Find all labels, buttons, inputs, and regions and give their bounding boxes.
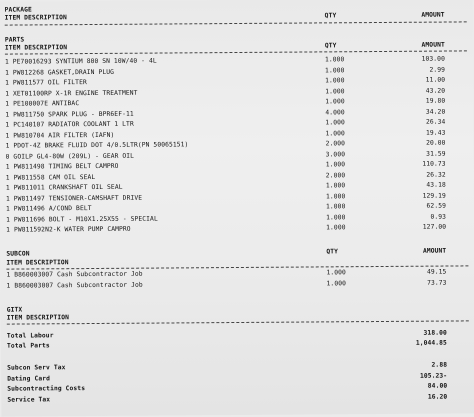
summary-label: Service Tax [7,395,51,404]
row-qty: 1.000 [325,77,345,85]
row-description: 1 PW811011 CRANKSHAFT OIL SEAL [5,183,123,192]
row-description: 1 PW811497 TENSIONER-CAMSHAFT DRIVE [5,194,143,203]
subcon-col-qty: QTY [326,248,339,256]
row-amount: 26.34 [425,118,446,126]
row-qty: 1.000 [325,203,346,211]
package-col-amount: AMOUNT [421,11,445,19]
row-amount: 127.00 [422,223,447,231]
summary-amount: 2.88 [431,361,448,369]
summary-label: Subcontracting Costs [7,385,86,393]
row-qty: 1.000 [324,56,345,64]
summary-row [1,392,474,405]
row-amount: 43.20 [425,87,446,95]
summary-label: Subcon Serv Tax [7,364,66,372]
subcon-col-description: ITEM DESCRIPTION [6,259,69,267]
row-qty: 1.000 [326,224,346,232]
row-amount: 43.18 [426,181,446,189]
row-qty: 1.000 [325,182,346,190]
row-qty: 2.000 [325,171,346,179]
row-description: 1 PE100007E ANTIBAC [5,100,80,108]
summary-amount: 16.20 [427,393,448,401]
gitx-col-description: ITEM DESCRIPTION [6,314,70,322]
row-description: 1 PW811592N2-K WATER PUMP CAMPRO [6,225,131,234]
row-description: 1 B860003007 Cash Subcontractor Job [6,281,143,290]
row-qty: 1.000 [325,192,346,200]
package-col-description: ITEM DESCRIPTION [4,14,67,22]
row-qty: 1.000 [326,280,347,288]
row-qty: 1.000 [325,66,345,74]
row-description: 1 PE70016293 SYNTIUM 800 SN 10W/40 - 4L [4,57,157,66]
row-description: 1 PW811496 A/COND BELT [5,205,92,213]
row-description: 1 PW812268 GASKET,DRAIN PLUG [5,68,115,77]
summary-amount: 105.23- [419,372,448,380]
parts-col-amount: AMOUNT [421,41,445,49]
total-amount: 1,044.85 [415,339,447,347]
row-amount: 34.20 [425,108,446,116]
row-amount: 62.59 [426,202,447,210]
parts-col-description: ITEM DESCRIPTION [4,44,68,52]
total-label: Total Labour [6,332,54,340]
table-row [0,222,474,235]
row-qty: 4.000 [325,108,345,116]
row-qty: 1.000 [326,269,346,277]
total-amount: 318.00 [423,329,447,337]
row-description: 1 PDOT-4Z BRAKE FLUID DOT 4/0.5LTR(PN 50065151) [5,141,189,150]
subcon-title: SUBCON [6,250,30,258]
package-col-qty: QTY [324,12,337,20]
row-amount: 26.32 [426,171,446,179]
row-qty: 3.000 [325,150,346,158]
row-amount: 49.15 [426,268,447,276]
subcon-col-amount: AMOUNT [422,247,447,255]
table-row [1,278,474,291]
row-amount: 0.93 [430,213,447,221]
row-description: 1 PC140107 RADIATOR COOLANT 1 LTR [5,120,134,129]
row-amount: 19.43 [425,129,446,137]
row-qty: 1.000 [325,98,345,106]
package-title: PACKAGE [4,6,32,14]
row-amount: 73.73 [427,279,447,287]
row-description: 1 B860003007 Cash Subcontractor Job [6,270,143,279]
total-label: Total Parts [6,342,50,350]
row-description: 1 PW811696 BOLT - M10X1.25X55 - SPECIAL [6,215,158,224]
row-amount: 129.19 [422,192,446,200]
summary-label: Dating Card [7,374,51,383]
row-amount: 110.73 [422,160,446,168]
row-description: 0 GOILP GL4-80W (209L) - GEAR OIL [5,152,135,161]
row-qty: 1.000 [326,213,346,221]
summary-amount: 84.00 [427,382,448,390]
row-amount: 19.80 [425,97,446,105]
row-qty: 1.000 [325,87,345,95]
row-qty: 1.000 [325,119,345,127]
row-amount: 11.00 [425,76,446,84]
parts-col-qty: QTY [324,42,337,50]
parts-title: PARTS [4,36,25,44]
row-qty: 1.000 [325,129,345,137]
row-description: 1 PW811750 SPARK PLUG - BPR6EF-11 [5,110,134,119]
row-description: 1 PW811577 OIL FILTER [5,79,87,87]
row-amount: 31.59 [426,150,446,158]
row-description: 1 PW811498 TIMING BELT CAMPRO [5,162,119,171]
gitx-title: GITX [6,306,23,314]
row-amount: 103.00 [421,55,445,63]
row-amount: 2.99 [429,66,446,74]
row-description: 1 PW811558 CAM OIL SEAL [5,173,96,182]
row-amount: 20.00 [426,139,446,147]
row-qty: 2.000 [325,140,346,148]
row-description: 1 PW810704 AIR FILTER (IAFN) [5,131,115,140]
total-parts-row [1,338,474,351]
row-description: 1 XET01100RP X-1R ENGINE TREATMENT [5,89,138,98]
row-qty: 1.000 [325,161,346,169]
